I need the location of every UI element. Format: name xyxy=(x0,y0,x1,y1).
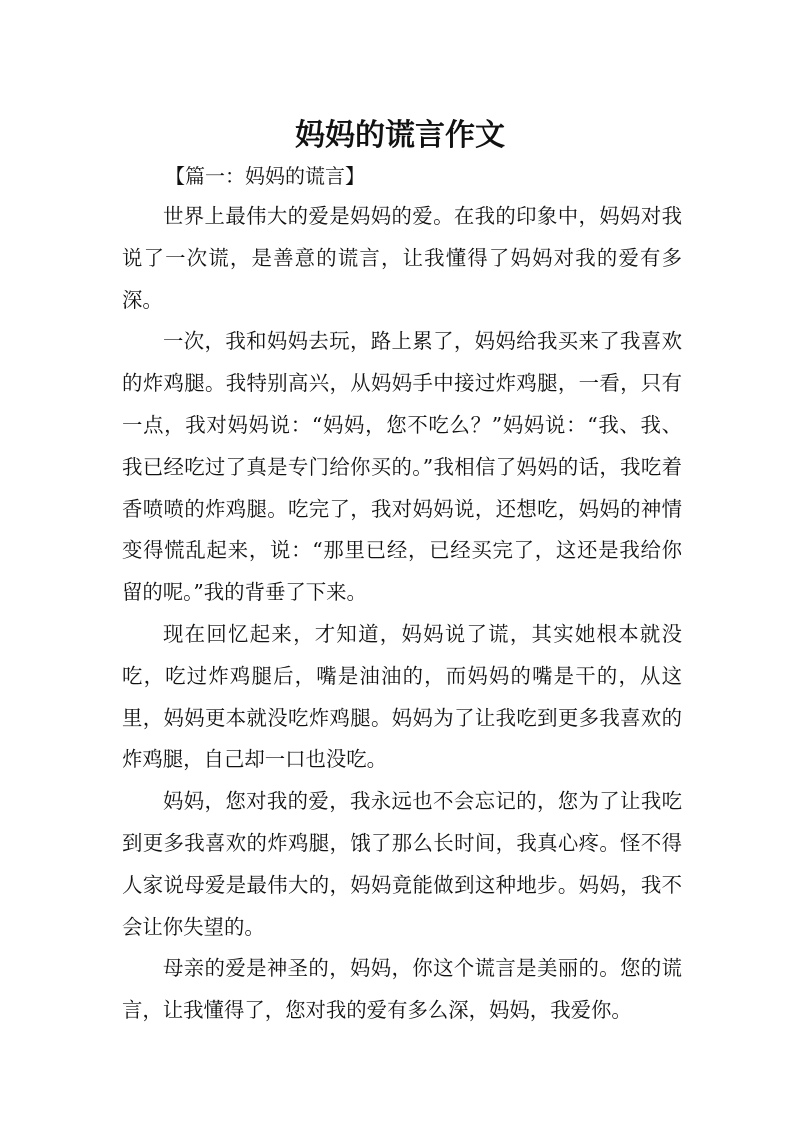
paragraph-3: 现在回忆起来，才知道，妈妈说了谎，其实她根本就没吃，吃过炸鸡腿后，嘴是油油的，而妈妈的嘴是干的，从这里，妈妈更本就没吃炸鸡腿。妈妈为了让我吃到更多我喜欢的炸鸡腿，自己却一口也没吃。 xyxy=(122,621,682,772)
document-title: 妈妈的谎言作文 xyxy=(295,118,505,154)
document-body xyxy=(122,156,682,1032)
paragraph-2: 一次，我和妈妈去玩，路上累了，妈妈给我买来了我喜欢的炸鸡腿。我特别高兴，从妈妈手中接过炸鸡腿，一看，只有一点，我对妈妈说：“妈妈，您不吃么？”妈妈说：“我、我、我已经吃过了真是专门给你买的。”我相信了妈妈的话，我吃着香喷喷的炸鸡腿。吃完了，我对妈妈说，还想吃，妈妈的神情变得慌乱起来，说：“那里已经，已经买完了，这还是我给你留的呢。”我的背垂了下来。 xyxy=(122,329,682,605)
paragraph-1: 世界上最伟大的爱是妈妈的爱。在我的印象中，妈妈对我说了一次谎，是善意的谎言，让我懂得了妈妈对我的爱有多深。 xyxy=(122,204,682,312)
section-label: 【篇一：妈妈的谎言】 xyxy=(165,164,365,188)
paragraph-4: 妈妈，您对我的爱，我永远也不会忘记的，您为了让我吃到更多我喜欢的炸鸡腿，饿了那么长时间，我真心疼。怪不得人家说母爱是最伟大的，妈妈竟能做到这种地步。妈妈，我不会让你失望的。 xyxy=(122,789,682,939)
paragraph-5: 母亲的爱是神圣的，妈妈，你这个谎言是美丽的。您的谎言，让我懂得了，您对我的爱有多么深，妈妈，我爱你。 xyxy=(122,956,682,1023)
